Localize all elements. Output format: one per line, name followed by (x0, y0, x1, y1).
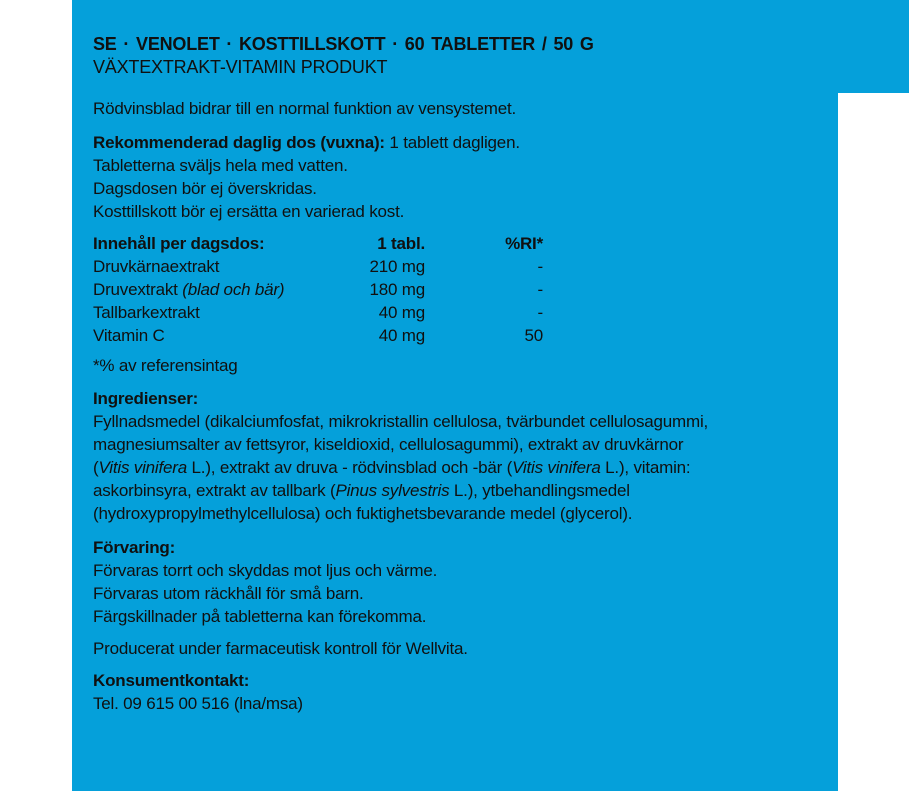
product-header (93, 33, 825, 79)
label-content (93, 0, 825, 715)
text-line (93, 559, 825, 582)
ingredient-amount: 40 mg (378, 303, 425, 322)
ingredient-amount: 210 mg (369, 257, 425, 276)
ri-footnote: *% av referensintag (93, 356, 238, 375)
text-run: Druvextrakt (93, 280, 183, 299)
storage-text (93, 559, 825, 628)
nutrition-header-amount: 1 tabl. (377, 234, 425, 253)
text-run: Kosttillskott bör ej ersätta en varierad kost. (93, 202, 405, 221)
table-row (93, 324, 825, 347)
contact-section (93, 669, 825, 715)
text-run: L.), vitamin: (600, 458, 691, 477)
text-run: Vitamin C (93, 326, 165, 345)
nutrition-table-header (93, 232, 825, 255)
product-title: SE · VENOLET · KOSTTILLSKOTT · 60 TABLETTER / 50 G (93, 34, 594, 54)
text-line (93, 582, 825, 605)
text-run: askorbinsyra, extrakt av tallbark ( (93, 481, 336, 500)
table-row (93, 255, 825, 278)
ingredient-ri: 50 (524, 326, 543, 345)
ingredient-ri: - (537, 280, 543, 299)
text-line (93, 605, 825, 628)
text-run: ( (93, 458, 99, 477)
table-row (93, 301, 825, 324)
contact-heading: Konsumentkontakt: (93, 671, 250, 690)
ingredient-amount: 180 mg (369, 280, 425, 299)
text-run: (hydroxypropylmethylcellulosa) och fuktighetsbevarande medel (glycerol). (93, 504, 633, 523)
text-line (93, 410, 825, 433)
text-line (93, 479, 825, 502)
text-run: Vitis vinifera (512, 458, 601, 477)
text-run: L.), extrakt av druva - rödvinsblad och -bär ( (187, 458, 513, 477)
text-line (93, 456, 825, 479)
ingredients-heading: Ingredienser: (93, 389, 199, 408)
ingredient-ri: - (537, 303, 543, 322)
contact-phone: Tel. 09 615 00 516 (lna/msa) (93, 694, 303, 713)
text-run: Vitis vinifera (98, 458, 188, 477)
ingredients-text (93, 410, 825, 525)
text-line (93, 131, 825, 154)
ingredient-amount: 40 mg (378, 326, 425, 345)
text-run: Dagsdosen bör ej överskridas. (93, 179, 317, 198)
table-row (93, 278, 825, 301)
storage-section (93, 536, 825, 628)
text-run: Färgskillnader på tabletterna kan förekomma. (93, 607, 427, 626)
text-run: 1 tablett dagligen. (384, 133, 520, 152)
text-run: Förvaras utom räckhåll för små barn. (93, 584, 364, 603)
text-line (93, 502, 825, 525)
storage-heading: Förvaring: (93, 538, 176, 557)
text-run: L.), ytbehandlingsmedel (449, 481, 630, 500)
nutrition-header-ingredient: Innehåll per dagsdos: (93, 234, 265, 253)
text-run: magnesiumsalter av fettsyror, kiseldioxid, cellulosagummi), extrakt av druvkärnor (93, 435, 684, 454)
product-subtitle: VÄXTEXTRAKT-VITAMIN PRODUKT (93, 57, 388, 77)
text-run: Fyllnadsmedel (dikalciumfosfat, mikrokristallin cellulosa, tvärbundet cellulosagummi, (93, 412, 709, 431)
dosage-section (93, 131, 825, 223)
text-run: Rekommenderad daglig dos (vuxna): (93, 133, 385, 152)
ingredient-ri: - (537, 257, 543, 276)
nutrition-header-ri: %RI* (505, 234, 543, 253)
text-run: Druvkärnaextrakt (93, 257, 220, 276)
produced-note: Producerat under farmaceutisk kontroll för Wellvita. (93, 639, 468, 658)
text-run: Förvaras torrt och skyddas mot ljus och värme. (93, 561, 438, 580)
health-claim: Rödvinsblad bidrar till en normal funktion av vensystemet. (93, 99, 517, 118)
text-line (93, 200, 825, 223)
text-run: Tabletterna sväljs hela med vatten. (93, 156, 348, 175)
text-line (93, 433, 825, 456)
text-line (93, 154, 825, 177)
ingredients-section (93, 387, 825, 525)
text-run: (blad och bär) (182, 280, 285, 299)
text-line (93, 177, 825, 200)
label-top-right-flap (838, 0, 909, 93)
nutrition-table-body (93, 255, 825, 347)
nutrition-table (93, 232, 825, 347)
text-run: Pinus sylvestris (335, 481, 450, 500)
text-run: Tallbarkextrakt (93, 303, 200, 322)
